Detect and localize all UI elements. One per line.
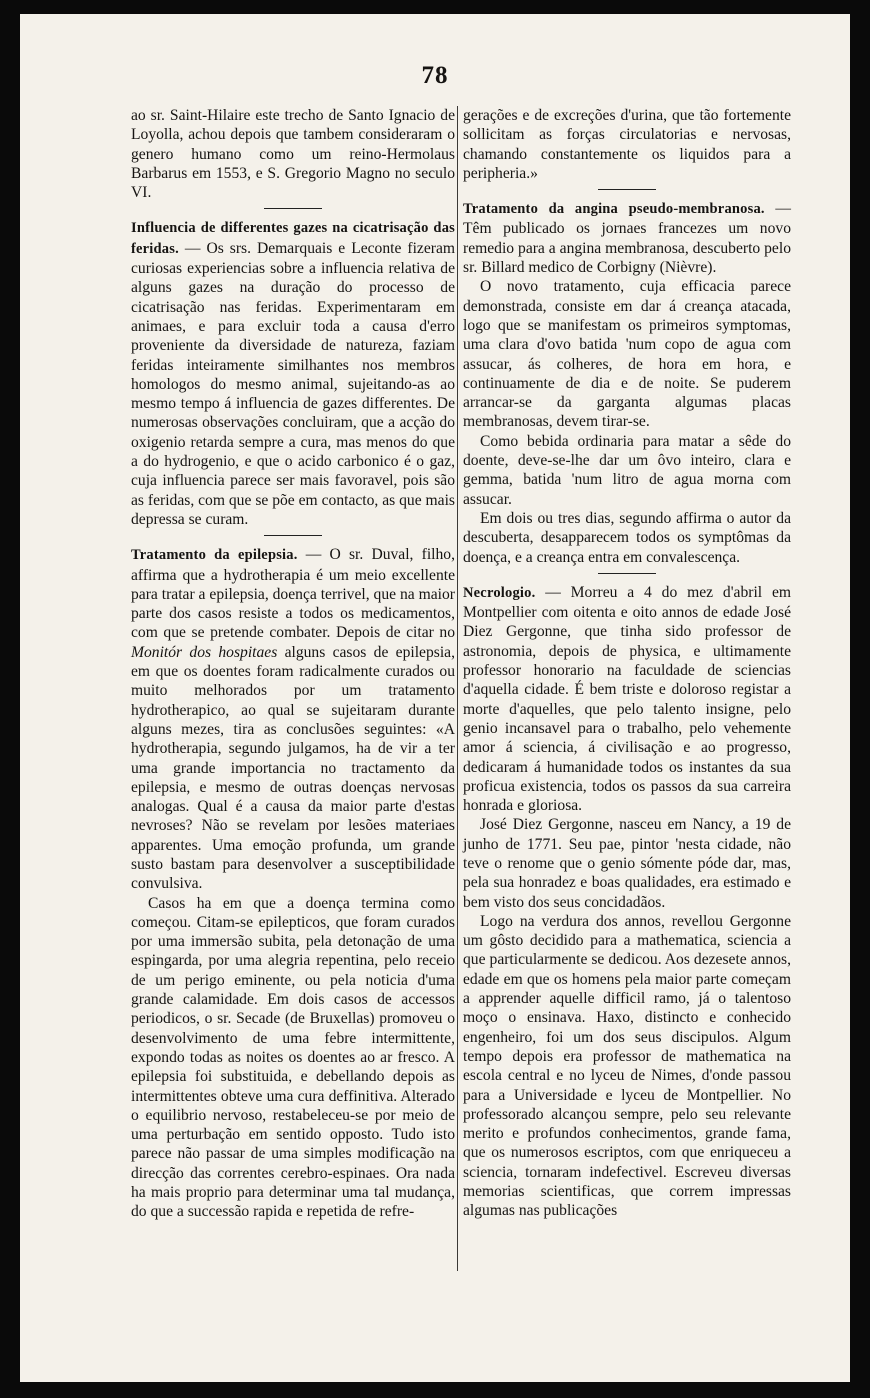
- article-epilepsy-lead-rest: alguns casos de epilepsia, em que os doentes foram radicalmente curados ou muito melhorados por um tratamento hydrotherapico, ao qual se sujeitaram durante alguns mezes, tira as conclusões seguintes: «A hydrotherapia, segundo julgamos, ha de vir a ter uma grande importancia no tractamento da epilepsia, e mesmo de outras doenças nervosas analogas. Qual é a causa da maior parte d'estas nevroses? Não se revelam por lesões materiaes apparentes. Uma emoção profunda, um grande susto bastam para desenvolver a susceptibilidade convulsiva.: [131, 643, 455, 893]
- article-epilepsy-lead: — O sr. Duval, filho, affirma que a hydrotherapia é um meio excellente para tratar a epilepsia, doença terrivel, que na maior parte dos casos resiste a todos os medicamentos, com que se pretende combater. Depois de citar no: [131, 546, 455, 642]
- left-column: [131, 106, 455, 1222]
- section-divider: [264, 208, 322, 209]
- column-divider: [457, 106, 458, 1271]
- intro-paragraph: ao sr. Saint-Hilaire este trecho de Santo Ignacio de Loyolla, achou depois que tambem consideraram o genero humano como um reino-Hermolaus Barbarus em 1553, e S. Gregorio Magno no seculo VI.: [131, 107, 455, 202]
- right-column: [463, 106, 791, 1221]
- article-epilepsy-title: Tratamento da epilepsia.: [131, 547, 298, 564]
- section-divider: [264, 535, 322, 536]
- article-epilepsy-paragraph-2: Casos ha em que a doença termina como começou. Citam-se epilepticos, que foram curados por uma immersão subita, pela detonação de uma espingarda, por uma alegria repentina, pelo receio de um perigo eminente, ou pela noticia d'uma grande calamidade. Em dois casos de accessos periodicos, o sr. Secade (de Bruxellas) promoveu o desenvolvimento de uma febre intermittente, expondo todas as noites os doentes ao ar fresco. A epilepsia foi substituida, e debellando depois as intermittentes obteve uma cura deffinitiva. Alterado o equilibrio nervoso, restabeleceu-se por meio de uma perturbação em sentido opposto. Tudo isto parece não passar de uma simples modificação na direcção das correntes cerebro-espinaes. Ora nada ha mais proprio para determinar uma tal mudança, do que a successão rapida e repetida de refre-: [131, 894, 455, 1221]
- newspaper-page: [20, 14, 850, 1382]
- journal-name: Monitór dos hospitaes: [131, 643, 278, 661]
- continuation-paragraph: gerações e de excreções d'urina, que tão fortemente sollicitam as forças circulatorias e nervosas, chamando constantemente os liquidos para a peripheria.»: [463, 107, 791, 182]
- article-angina: [463, 199, 791, 567]
- article-gases: [131, 218, 455, 529]
- article-angina-title: Tratamento da angina pseudo-membranosa.: [463, 201, 765, 218]
- article-necrology-body: — Morreu a 4 do mez d'abril em Montpellier com oitenta e oito annos de edade José Diez Gergonne, que tinha sido professor de astronomia, depois de physica, e ultimamente professor honorario na faculdade de sciencias d'aquella cidade. É bem triste e doloroso registar a morte d'aquelles, que pelo talento insigne, pelo genio incansavel para o trabalho, pelo vehemente amor á sciencia, á civilisação e ao progresso, dedicaram á humanidade todos os instantes da sua proficua existencia, todos os passos da sua carreira honrada e gloriosa.: [463, 583, 791, 815]
- article-necrology-paragraph-3: Logo na verdura dos annos, revellou Gergonne um gôsto decidido para a mathematica, sciencia a que particularmente se dedicou. Aos dezesete annos, edade em que os homens pela maior parte começam a apprender aquelle difficil ramo, já o talentoso moço o ensinava. Haxo, distincto e conhecido engenheiro, foi um dos seus discipulos. Algum tempo depois era professor de mathematica na escola central e no lyceu de Nimes, d'onde passou para a Universidade e lyceu de Montpellier. No professorado alcançou sempre, pelo seu relevante merito e profundos conhecimentos, grande fama, que os numerosos escriptos, com que enriqueceu a sciencia, tornaram indefectivel. Escreveu diversas memorias scientificas, que correm impressas algumas nas publicações: [463, 912, 791, 1220]
- article-gases-body: — Os srs. Demarquais e Leconte fizeram curiosas experiencias sobre a influencia relativa de alguns gazes na duração do processo de cicatrisação nas feridas. Experimentaram em animaes, e para excluir toda a causa d'erro proveniente da diversidade de natureza, faziam feridas inteiramente similhantes nos membros homologos do mesmo animal, sujeitando-as ao mesmo tempo á influencia de gazes differentes. De numerosas observações concluiram, que a acção do oxigenio retarda sempre a cura, mas menos do que a do hydrogenio, e que o acido carbonico é o gaz, cuja influencia parece ser mais favoravel, pois são as feridas, com que se põe em contacto, as que mais depressa se curam.: [131, 239, 455, 528]
- section-divider: [598, 189, 656, 190]
- article-angina-paragraph-4: Em dois ou tres dias, segundo affirma o autor da descuberta, desapparecem todos os symptômas da doença, e a creança entra em convalescença.: [463, 509, 791, 566]
- section-divider: [598, 573, 656, 574]
- article-gases-title: Influencia de differentes gazes na cicatrisação das feridas.: [131, 220, 455, 257]
- article-necrology: [463, 583, 791, 1221]
- article-epilepsy: [131, 545, 455, 1221]
- article-angina-body: — Têm publicado os jornaes francezes um novo remedio para a angina membranosa, descuberto pelo sr. Billard medico de Corbigny (Nièvre).: [463, 200, 791, 277]
- article-angina-paragraph-3: Como bebida ordinaria para matar a sêde do doente, deve-se-lhe dar um ôvo inteiro, clara e gemma, batida 'num litro de agua morna com assucar.: [463, 432, 791, 508]
- article-necrology-paragraph-2: José Diez Gergonne, nasceu em Nancy, a 19 de junho de 1771. Seu pae, pintor 'nesta cidade, não teve o renome que o genio sómente póde dar, mas, pela sua honradez e boas qualidades, era estimado e bem visto dos seus concidadãos.: [463, 816, 791, 911]
- article-necrology-title: Necrologio.: [463, 584, 536, 601]
- page-number: 78: [421, 62, 449, 89]
- article-angina-paragraph-2: O novo tratamento, cuja efficacia parece demonstrada, consiste em dar á creança atacada, logo que se manifestam os primeiros symptomas, uma clara d'ovo batida 'num copo de agua com assucar, ás colheres, de hora em hora, e continuamente de dia e de noite. Se puderem arrancar-se da garganta algumas placas membranosas, devem tirar-se.: [463, 278, 791, 431]
